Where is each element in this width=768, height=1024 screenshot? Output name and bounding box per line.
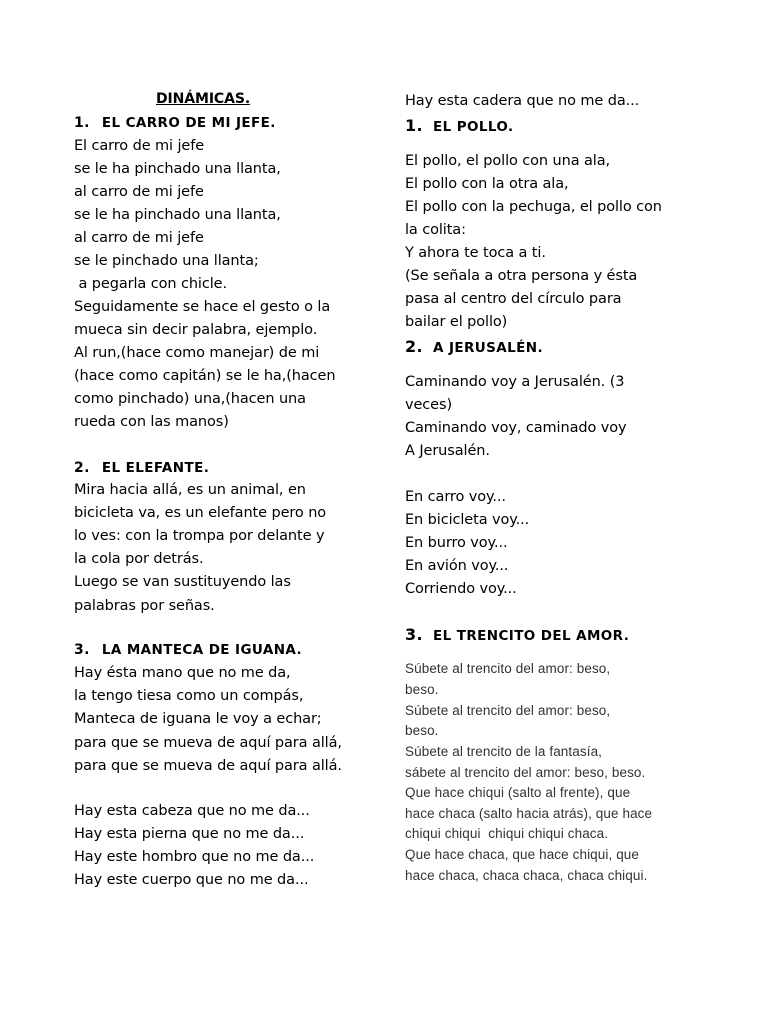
- section-heading-a-jerusalen: [405, 338, 543, 357]
- section-title: A JERUSALÉN.: [433, 340, 543, 356]
- text-line: bicicleta va, es un elefante pero no: [74, 505, 327, 521]
- section-number: 2.: [74, 460, 90, 476]
- section-number: 2.: [405, 337, 424, 356]
- text-line: Al run,(hace como manejar) de mi: [74, 345, 320, 361]
- section-number: 1.: [405, 116, 424, 135]
- section-number: 1.: [74, 115, 90, 131]
- text-line: veces): [405, 397, 453, 413]
- text-line: para que se mueva de aquí para allá.: [74, 758, 342, 774]
- text-line: la cola por detrás.: [74, 551, 204, 567]
- section-number: 3.: [405, 625, 424, 644]
- text-line: se le ha pinchado una llanta,: [74, 161, 281, 177]
- section-heading-el-elefante: [74, 459, 209, 477]
- text-line: lo ves: con la trompa por delante y: [74, 528, 325, 544]
- text-line: la colita:: [405, 222, 466, 238]
- text-line: beso.: [405, 723, 439, 738]
- text-line: Hay este cuerpo que no me da...: [74, 872, 309, 888]
- text-line: hace chaca (salto hacia atrás), que hace: [405, 806, 653, 821]
- text-line: Hay este hombro que no me da...: [74, 849, 315, 865]
- text-line: Hay esta cadera que no me da...: [405, 93, 640, 109]
- text-line: se le pinchado una llanta;: [74, 253, 259, 269]
- section-title: LA MANTECA DE IGUANA.: [101, 642, 303, 658]
- text-line: Y ahora te toca a ti.: [405, 245, 546, 261]
- text-line: Hay esta pierna que no me da...: [74, 826, 305, 842]
- text-line: Hay ésta mano que no me da,: [74, 665, 291, 681]
- text-line: En avión voy...: [405, 558, 509, 574]
- text-line: hace chaca, chaca chaca, chaca chiqui.: [405, 868, 648, 883]
- section-title: EL ELEFANTE.: [101, 460, 210, 476]
- text-line: chiqui chiqui chiqui chiqui chaca.: [405, 826, 609, 841]
- text-line: A Jerusalén.: [405, 443, 490, 459]
- text-line: El carro de mi jefe: [74, 138, 205, 154]
- text-line: Súbete al trencito del amor: beso,: [405, 661, 611, 676]
- text-line: Caminando voy, caminado voy: [405, 420, 627, 436]
- text-line: bailar el pollo): [405, 314, 508, 330]
- text-line: Hay esta cabeza que no me da...: [74, 803, 310, 819]
- text-line: Seguidamente se hace el gesto o la: [74, 299, 331, 315]
- text-line: El pollo con la pechuga, el pollo con: [405, 199, 662, 215]
- text-line: beso.: [405, 682, 439, 697]
- page-title: DINÁMICAS.: [156, 91, 251, 107]
- text-line: Súbete al trencito del amor: beso,: [405, 703, 611, 718]
- text-line: En bicicleta voy...: [405, 512, 530, 528]
- text-line: como pinchado) una,(hacen una: [74, 391, 306, 407]
- section-heading-la-manteca: [74, 641, 302, 659]
- text-line: al carro de mi jefe: [74, 230, 204, 246]
- text-line: En burro voy...: [405, 535, 508, 551]
- text-line: En carro voy...: [405, 489, 506, 505]
- section-title: EL CARRO DE MI JEFE.: [101, 115, 276, 131]
- text-line: Luego se van sustituyendo las: [74, 574, 291, 590]
- text-line: Corriendo voy...: [405, 581, 517, 597]
- text-line: Caminando voy a Jerusalén. (3: [405, 374, 625, 390]
- text-line: pasa al centro del círculo para: [405, 291, 622, 307]
- text-line: la tengo tiesa como un compás,: [74, 688, 304, 704]
- text-line: para que se mueva de aquí para allá,: [74, 735, 342, 751]
- text-line: sábete al trencito del amor: beso, beso.: [405, 765, 646, 780]
- section-heading-el-pollo: [405, 117, 514, 136]
- text-line: El pollo, el pollo con una ala,: [405, 153, 611, 169]
- text-line: palabras por señas.: [74, 598, 215, 614]
- section-title: EL TRENCITO DEL AMOR.: [433, 628, 630, 644]
- text-line: mueca sin decir palabra, ejemplo.: [74, 322, 318, 338]
- text-line: se le ha pinchado una llanta,: [74, 207, 281, 223]
- text-line: rueda con las manos): [74, 414, 229, 430]
- text-line: Mira hacia allá, es un animal, en: [74, 482, 306, 498]
- text-line: Que hace chiqui (salto al frente), que: [405, 785, 631, 800]
- text-line: (hace como capitán) se le ha,(hacen: [74, 368, 336, 384]
- text-line: Manteca de iguana le voy a echar;: [74, 711, 322, 727]
- text-line: Que hace chaca, que hace chiqui, que: [405, 847, 640, 862]
- section-title: EL POLLO.: [433, 119, 514, 135]
- section-number: 3.: [74, 642, 90, 658]
- text-line: (Se señala a otra persona y ésta: [405, 268, 638, 284]
- section-heading-el-trencito: [405, 626, 629, 645]
- text-line: Súbete al trencito de la fantasía,: [405, 744, 603, 759]
- text-line: a pegarla con chicle.: [74, 276, 227, 292]
- text-line: El pollo con la otra ala,: [405, 176, 569, 192]
- section-heading-el-carro: [74, 114, 276, 132]
- text-line: al carro de mi jefe: [74, 184, 204, 200]
